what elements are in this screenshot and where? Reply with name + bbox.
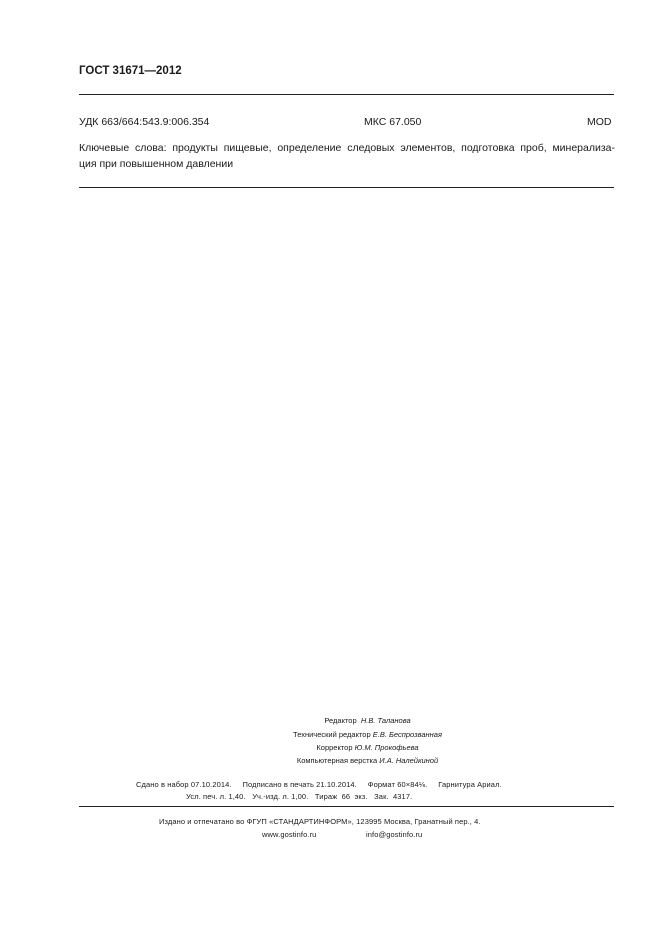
top-rule xyxy=(79,94,614,95)
udk-code: УДК 663/664:543.9:006.354 xyxy=(79,116,210,128)
print-details-line-2: Усл. печ. л. 1,40. Уч.-изд. л. 1,00. Тираж 66 экз. Зак. 4317. xyxy=(186,792,413,801)
layout-name: И.А. Налейкиной xyxy=(379,756,439,765)
proofreader-line xyxy=(200,743,535,752)
print-details-line-1: Сдано в набор 07.10.2014. Подписано в печать 21.10.2014. Формат 60×84⅛. Гарнитура Ариал. xyxy=(136,780,502,789)
keywords-block xyxy=(79,140,615,172)
tech-editor-label: Технический редактор xyxy=(293,730,371,739)
editor-label: Редактор xyxy=(324,716,357,725)
website-link[interactable]: www.gostinfo.ru xyxy=(262,830,317,839)
imprint-rule xyxy=(79,806,614,807)
keywords-line-1: Ключевые слова: продукты пищевые, определение следовых элементов, подготовка проб, минерализа- xyxy=(79,142,615,154)
mod-label: MOD xyxy=(587,116,612,128)
tech-editor-name: Е.В. Беспрозванная xyxy=(372,730,442,739)
keywords-line-2: ция при повышенном давлении xyxy=(79,158,234,170)
editor-name: Н.В. Таланова xyxy=(360,716,411,725)
tech-editor-line xyxy=(200,730,535,739)
mks-code: МКС 67.050 xyxy=(364,116,422,128)
layout-line xyxy=(200,756,535,765)
layout-label: Компьютерная верстка xyxy=(296,756,378,765)
proofreader-label: Корректор xyxy=(316,743,353,752)
proofreader-name: Ю.М. Прокофьева xyxy=(354,743,419,752)
editor-line xyxy=(200,716,535,725)
keywords-rule xyxy=(79,187,614,188)
email-link[interactable]: info@gostinfo.ru xyxy=(366,830,423,839)
publisher-line: Издано и отпечатано во ФГУП «СТАНДАРТИНФОРМ», 123995 Москва, Гранатный пер., 4. xyxy=(159,817,481,826)
document-id-header: ГОСТ 31671—2012 xyxy=(79,65,182,77)
